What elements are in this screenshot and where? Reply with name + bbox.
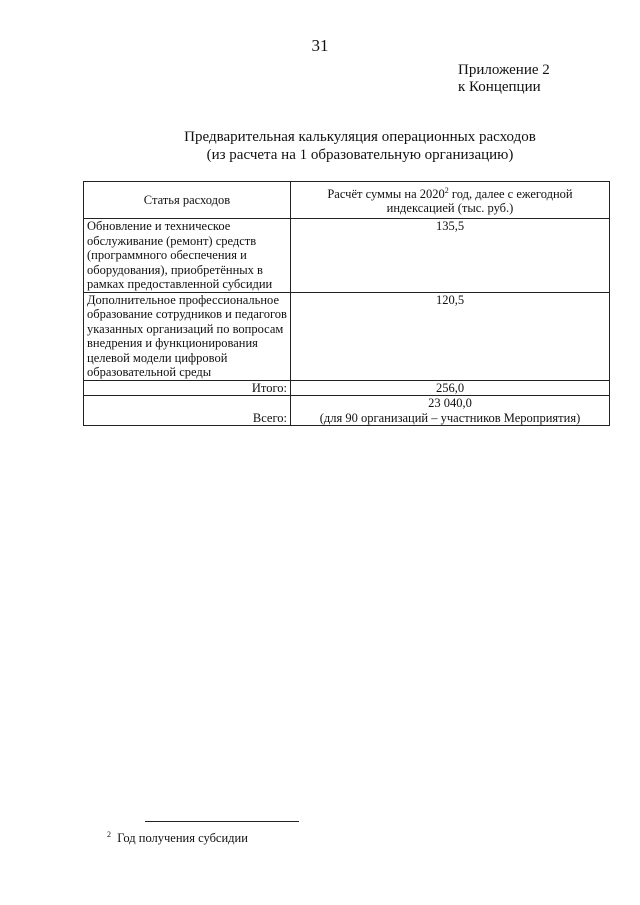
appendix-line-1: Приложение 2 <box>458 62 550 78</box>
footnote-text: Год получения субсидии <box>117 831 248 845</box>
document-title <box>90 128 630 164</box>
expense-table <box>83 181 610 426</box>
table-row <box>84 219 610 293</box>
total-label: Итого: <box>84 380 291 396</box>
total-row <box>84 380 610 396</box>
footnote-divider <box>145 821 299 822</box>
row-value: 135,5 <box>291 219 610 293</box>
footnote-marker: 2 <box>107 829 111 839</box>
grand-total-row <box>84 396 610 426</box>
table-header-row <box>84 182 610 219</box>
appendix-line-2: к Концепции <box>458 79 541 95</box>
row-value: 120,5 <box>291 292 610 380</box>
header-amount <box>291 182 610 219</box>
row-item: Обновление и техническое обслуживание (ремонт) средств (программного обеспечения и оборудования), приобретённых в рамках предоставленной субсидии <box>84 219 291 293</box>
appendix-label <box>458 62 550 96</box>
page-number: 31 <box>311 36 329 55</box>
grand-total-cell <box>291 396 610 426</box>
row-item: Дополнительное профессиональное образование сотрудников и педагогов указанных организаций по вопросам внедрения и функционирования целевой модели цифровой образовательной среды <box>84 292 291 380</box>
table-row <box>84 292 610 380</box>
title-line-2: (из расчета на 1 образовательную организацию) <box>206 147 514 163</box>
grand-total-value: 23 040,0 <box>428 396 472 410</box>
header-amount-text-2: год, далее с ежегодной индексацией (тыс. руб.) <box>386 186 573 215</box>
total-value: 256,0 <box>291 380 610 396</box>
footnote-ref: 2 <box>444 185 449 195</box>
header-expense-item: Статья расходов <box>84 182 291 219</box>
grand-total-note: (для 90 организаций – участников Мероприятия) <box>319 410 581 425</box>
title-line-1: Предварительная калькуляция операционных расходов <box>184 129 536 145</box>
grand-total-label: Всего: <box>84 396 291 426</box>
header-amount-text: Расчёт суммы на 2020 <box>327 186 445 201</box>
footnote <box>107 831 248 846</box>
